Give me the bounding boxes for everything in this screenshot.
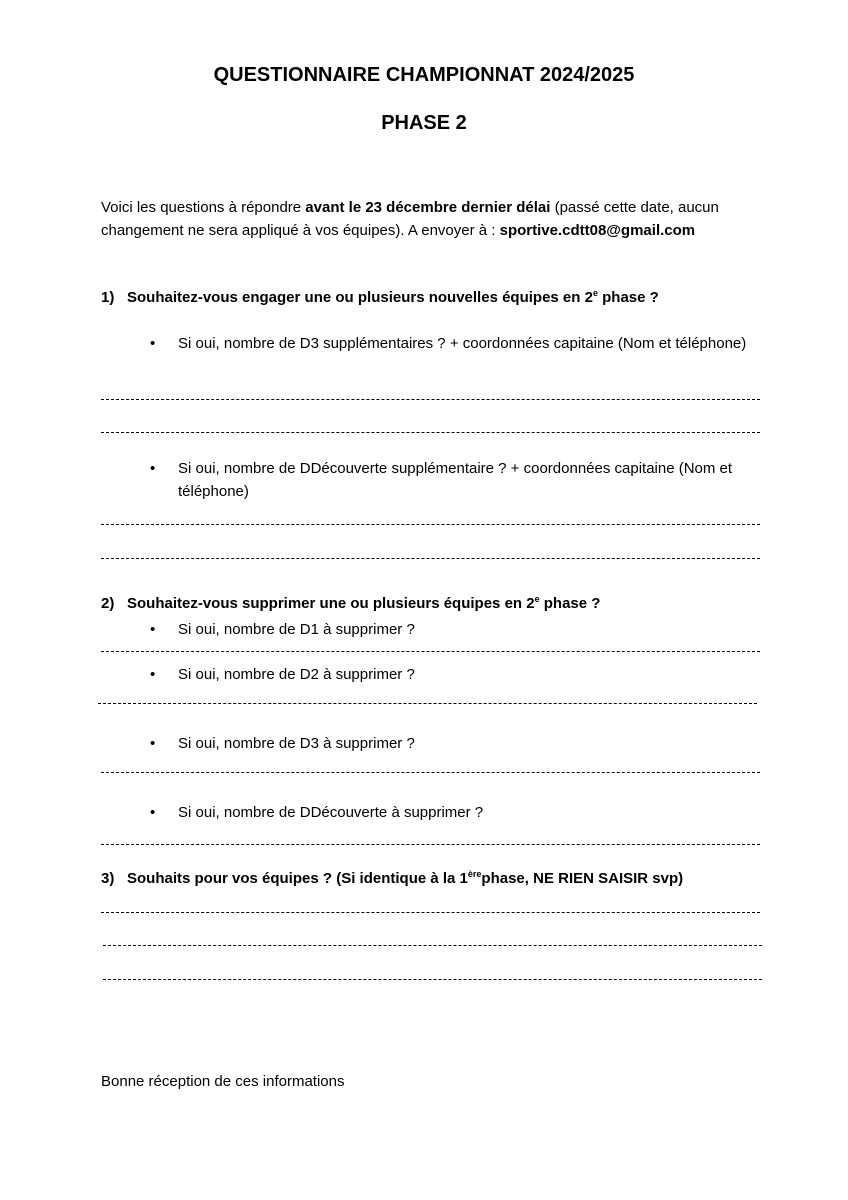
closing-text: Bonne réception de ces informations — [101, 1073, 345, 1090]
question-1 — [101, 289, 659, 306]
question-3 — [101, 870, 683, 887]
list-item — [150, 618, 750, 641]
list-item-text: Si oui, nombre de D3 supplémentaires ? + coordonnées capitaine (Nom et téléphone) — [178, 335, 747, 352]
question-3-text: Souhaits pour vos équipes ? (Si identique à la 1 — [127, 870, 468, 887]
list-item-text: Si oui, nombre de D2 à supprimer ? — [178, 666, 415, 683]
intro-text-start: Voici les questions à répondre — [101, 199, 306, 216]
answer-line[interactable] — [103, 945, 762, 946]
bullet-icon: • — [150, 335, 156, 352]
answer-line[interactable] — [101, 399, 760, 400]
question-2-sup: e — [534, 594, 540, 604]
bullet-icon: • — [150, 735, 156, 752]
question-2-text: Souhaitez-vous supprimer une ou plusieurs équipes en 2 — [127, 595, 535, 612]
question-1-number: 1) — [101, 289, 115, 306]
question-3-sup: ère — [467, 869, 482, 879]
answer-line[interactable] — [101, 558, 760, 559]
answer-line[interactable] — [101, 912, 760, 913]
intro-email[interactable]: sportive.cdtt08@gmail.com — [499, 222, 696, 239]
answer-line[interactable] — [101, 844, 760, 845]
answer-line[interactable] — [101, 524, 760, 525]
list-item — [150, 332, 750, 378]
question-3-text-end: phase, NE RIEN SAISIR svp) — [481, 870, 684, 887]
list-item-text: Si oui, nombre de D1 à supprimer ? — [178, 621, 415, 638]
question-1-sup: e — [592, 288, 598, 298]
intro-deadline: avant le 23 décembre dernier délai — [305, 199, 551, 216]
intro-text-middle: (passé cette date, aucun changement ne sera appliqué à vos équipes). A envoyer à : — [101, 199, 719, 239]
answer-line[interactable] — [98, 703, 757, 704]
question-1-text-end: phase ? — [597, 289, 659, 306]
list-item-text: Si oui, nombre de DDécouverte supplémentaire ? + coordonnées capitaine (Nom et téléphone) — [178, 460, 733, 500]
question-2-text-end: phase ? — [539, 595, 601, 612]
answer-line[interactable] — [101, 651, 760, 652]
bullet-icon: • — [150, 666, 156, 683]
answer-line[interactable] — [101, 772, 760, 773]
list-item — [150, 663, 750, 686]
answer-line[interactable] — [103, 979, 762, 980]
list-item — [150, 457, 750, 503]
list-item-text: Si oui, nombre de D3 à supprimer ? — [178, 735, 415, 752]
bullet-icon: • — [150, 460, 156, 477]
answer-line[interactable] — [101, 432, 760, 433]
list-item — [150, 732, 750, 755]
list-item-text: Si oui, nombre de DDécouverte à supprimer ? — [178, 804, 484, 821]
list-item — [150, 801, 750, 824]
page-subtitle: PHASE 2 — [381, 112, 467, 134]
page-title: QUESTIONNAIRE CHAMPIONNAT 2024/2025 — [213, 64, 635, 86]
bullet-icon: • — [150, 804, 156, 821]
question-2-number: 2) — [101, 595, 115, 612]
question-3-number: 3) — [101, 870, 115, 887]
bullet-icon: • — [150, 621, 156, 638]
question-1-text: Souhaitez-vous engager une ou plusieurs nouvelles équipes en 2 — [127, 289, 593, 306]
question-2 — [101, 595, 600, 612]
intro-paragraph — [101, 196, 761, 242]
